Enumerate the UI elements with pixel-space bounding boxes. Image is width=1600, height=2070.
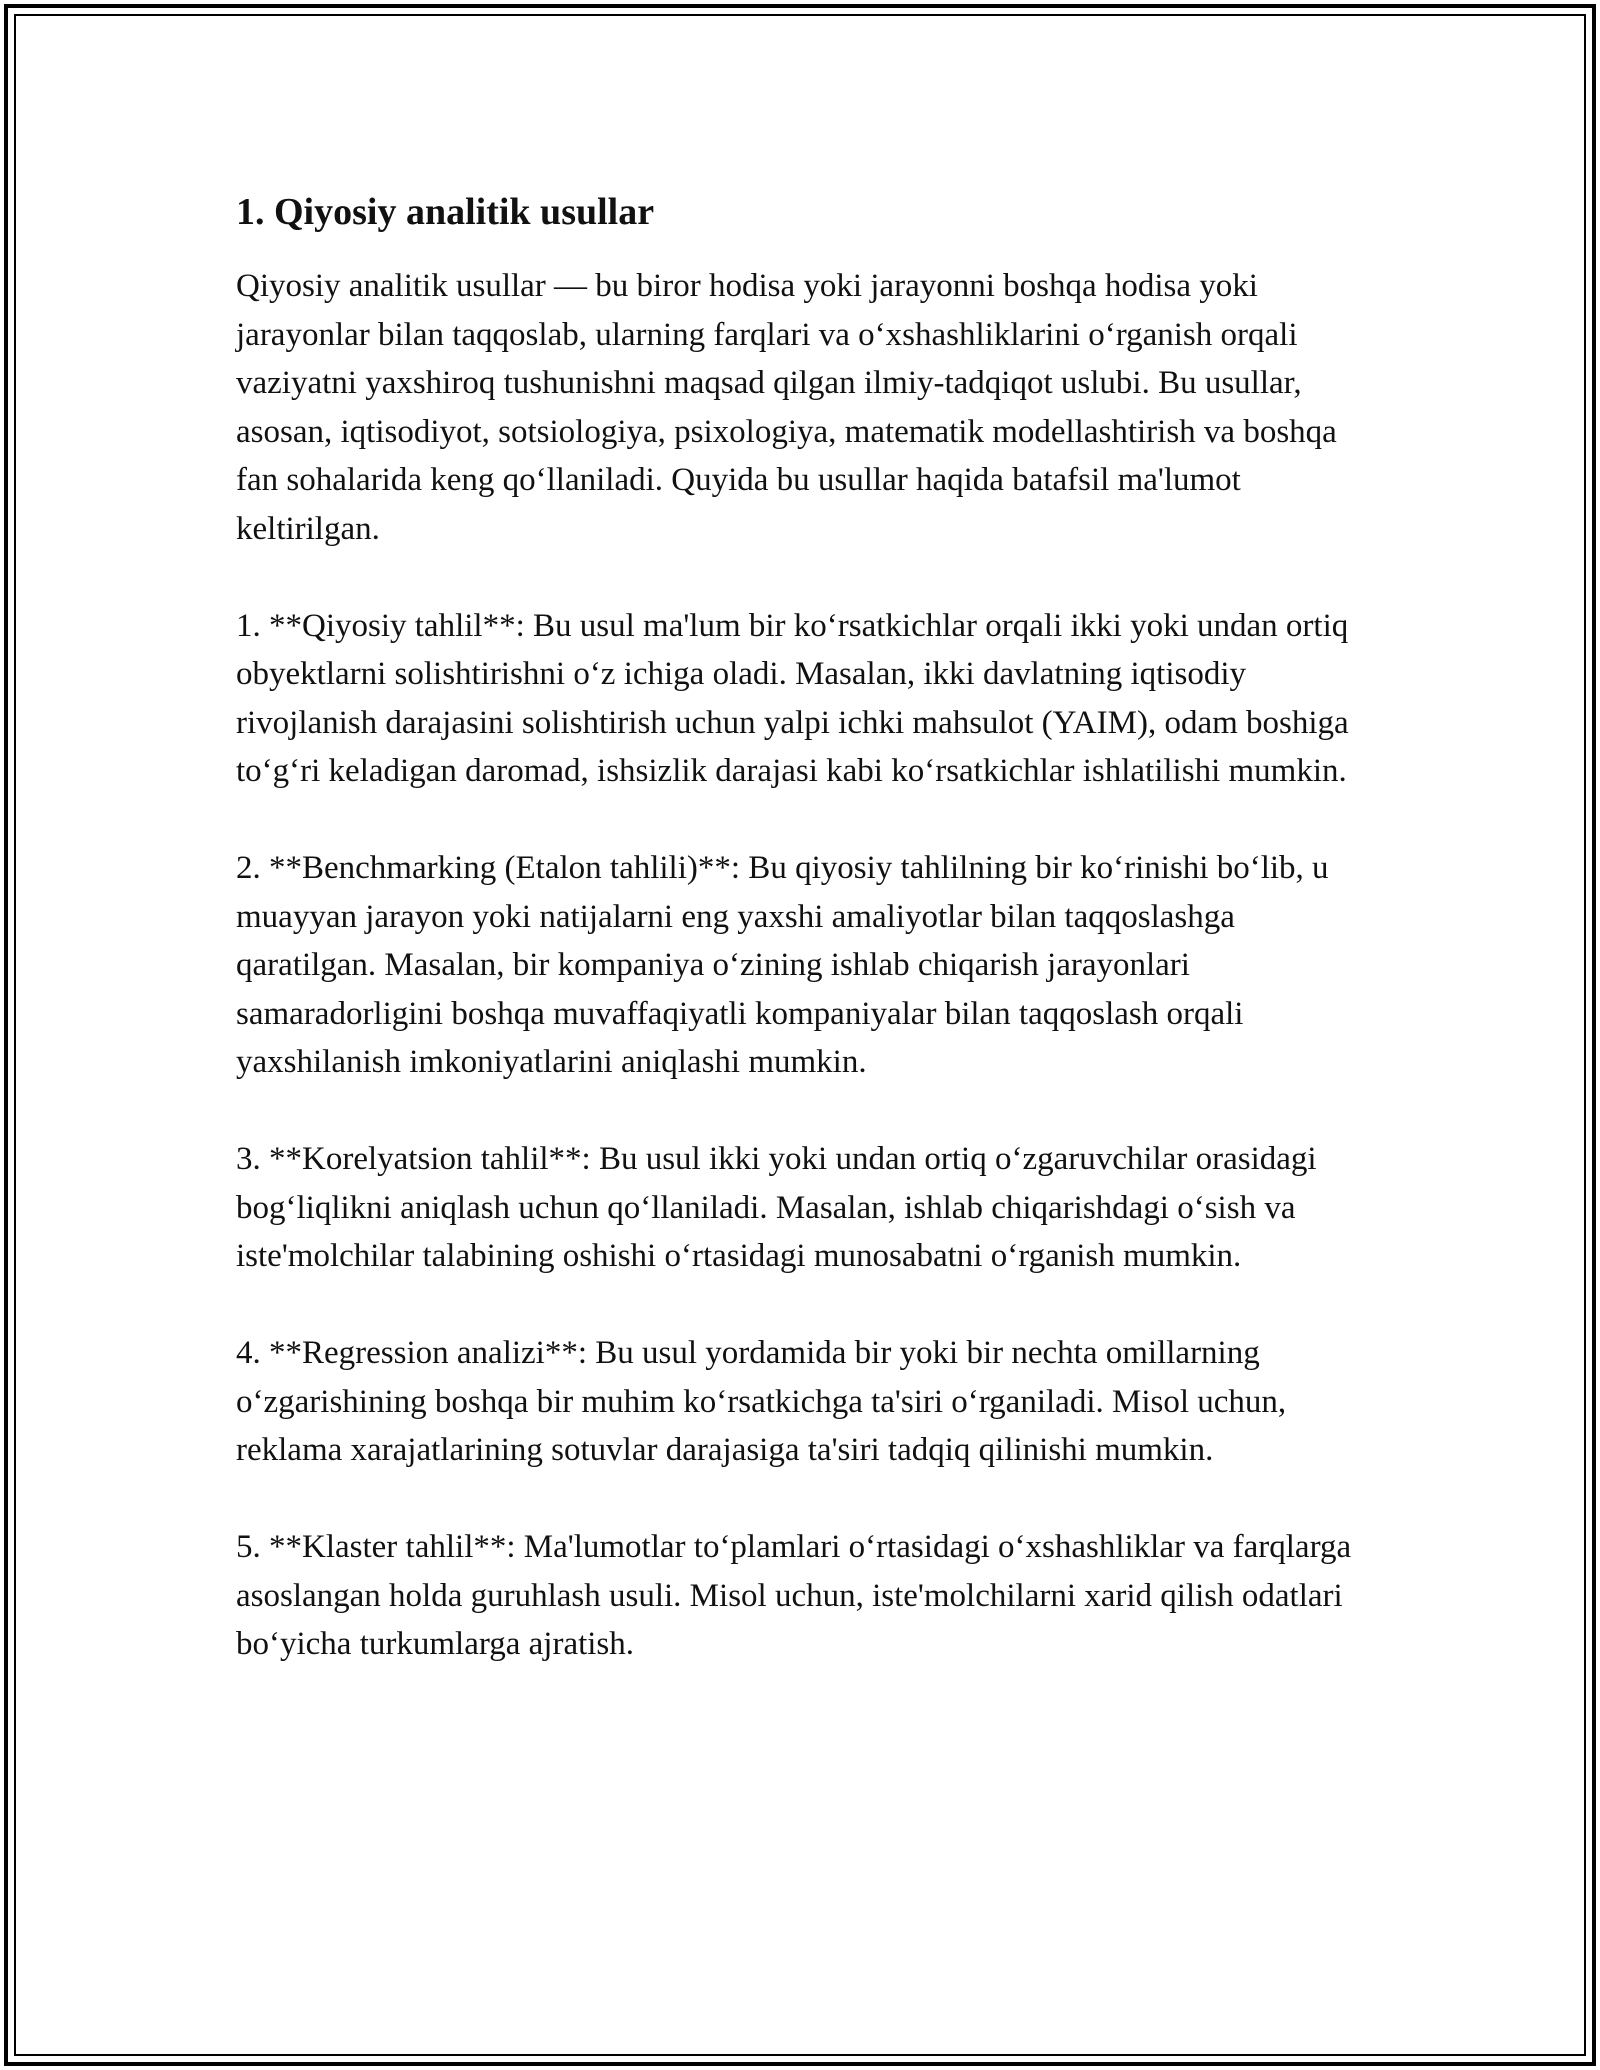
document-title: 1. Qiyosiy analitik usullar bbox=[236, 191, 655, 233]
paragraph-benchmarking: 2. **Benchmarking (Etalon tahlili)**: Bu qiyosiy tahlilning bir ko‘rinishi bo‘lib, u muayyan jarayon yoki natijalarni eng yaxshi amaliyotlar bilan taqqoslashga qaratilgan. Masalan, bir kompaniya o‘zining ishlab chiqarish jarayonlari samaradorligini boshqa muvaffaqiyatli kompaniyalar bilan taqqoslash orqali yaxshilanish imkoniyatlarini aniqlashi mumkin. bbox=[236, 850, 1329, 1080]
intro-paragraph: Qiyosiy analitik usullar — bu biror hodisa yoki jarayonni boshqa hodisa yoki jarayonlar bilan taqqoslab, ularning farqlari va o‘xshashliklarini o‘rganish orqali vaziyatni yaxshiroq tushunishni maqsad qilgan ilmiy-tadqiqot uslubi. Bu usullar, asosan, iqtisodiyot, sotsiologiya, psixologiya, matematik modellashtirish va boshqa fan sohalarida keng qo‘llaniladi. Quyida bu usullar haqida batafsil ma'lumot keltirilgan. bbox=[236, 268, 1337, 547]
paragraph-regression-analizi: 4. **Regression analizi**: Bu usul yordamida bir yoki bir nechta omillarning o‘zgarishining boshqa bir muhim ko‘rsatkichga ta'siri o‘rganiladi. Misol uchun, reklama xarajatlarining sotuvlar darajasiga ta'siri tadqiq qilinishi mumkin. bbox=[236, 1335, 1287, 1468]
paragraph-korelyatsion-tahlil: 3. **Korelyatsion tahlil**: Bu usul ikki yoki undan ortiq o‘zgaruvchilar orasidagi bog‘liqlikni aniqlash uchun qo‘llaniladi. Masalan, ishlab chiqarishdagi o‘sish va iste'molchilar talabining oshishi o‘rtasidagi munosabatni o‘rganish mumkin. bbox=[236, 1141, 1317, 1274]
paragraph-klaster-tahlil: 5. **Klaster tahlil**: Ma'lumotlar to‘plamlari o‘rtasidagi o‘xshashliklar va farqlarga asoslangan holda guruhlash usuli. Misol uchun, iste'molchilarni xarid qilish odatlari bo‘yicha turkumlarga ajratish. bbox=[236, 1529, 1352, 1662]
paragraph-qiyosiy-tahlil: 1. **Qiyosiy tahlil**: Bu usul ma'lum bir ko‘rsatkichlar orqali ikki yoki undan ortiq obyektlarni solishtirishni o‘z ichiga oladi. Masalan, ikki davlatning iqtisodiy rivojlanish darajasini solishtirish uchun yalpi ichki mahsulot (YAIM), odam boshiga to‘g‘ri keladigan daromad, ishsizlik darajasi kabi ko‘rsatkichlar ishlatilishi mumkin. bbox=[236, 607, 1349, 789]
document-body bbox=[236, 184, 1356, 1717]
